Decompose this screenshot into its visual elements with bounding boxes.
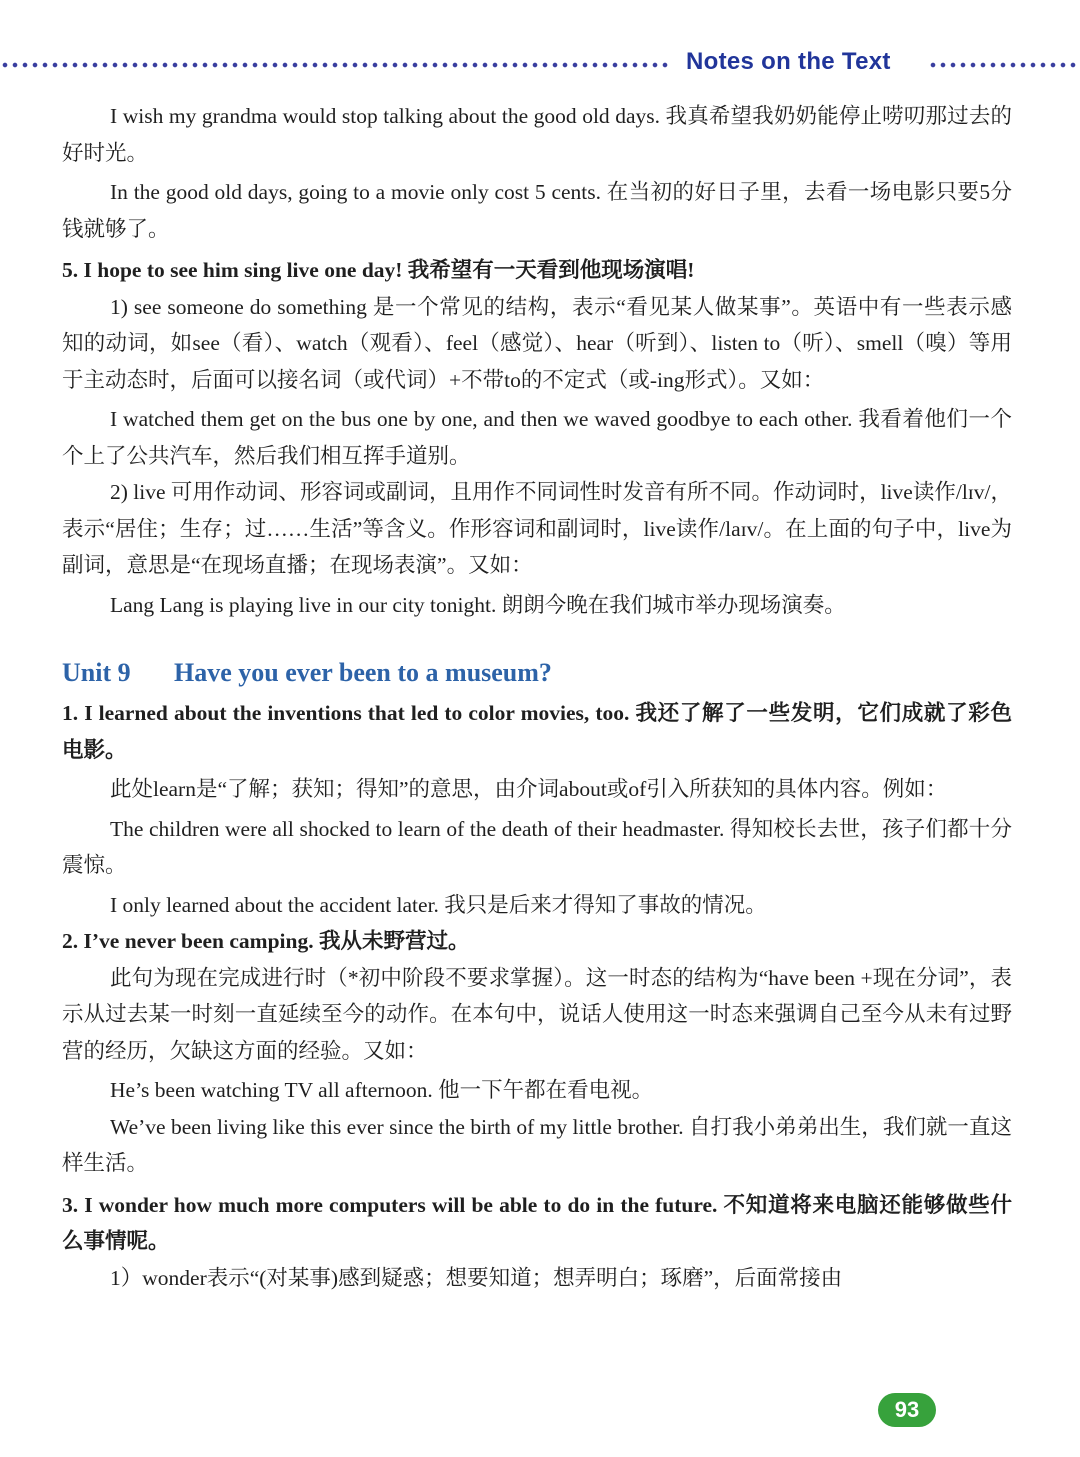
explanation-paragraph: 1）wonder表示“(对某事)感到疑惑；想要知道；想弄明白；琢磨”，后面常接由	[110, 1265, 843, 1290]
explanation-paragraph: 此句为现在完成进行时（*初中阶段不要求掌握）。这一时态的结构为“have been +现在分词”，表示从过去某一时刻一直延续至今的动作。在本句中，说话人使用这一时态来强调自己至今从未有过野营的经历，欠缺这方面的经验。又如：	[62, 965, 1012, 1063]
page-body	[62, 98, 1012, 1296]
example-sentence: I watched them get on the bus one by one, and then we waved goodbye to each other. 我看着他们一个个上了公共汽车，然后我们相互挥手道别。	[62, 407, 1012, 468]
unit-number: Unit 9	[62, 658, 131, 687]
example-sentence: The children were all shocked to learn of the death of their headmaster. 得知校长去世，孩子们都十分震惊。	[62, 816, 1012, 877]
explanation-paragraph: 1) see someone do something 是一个常见的结构，表示“看见某人做某事”。英语中有一些表示感知的动词，如see（看）、watch（观看）、feel（感觉）、hear（听到）、listen to（听）、smell（嗅）等用于主动态时，后面可以接名词（或代词）+不带to的不定式（或-ing形式）。又如：	[62, 294, 1012, 392]
example-sentence: I only learned about the accident later. 我只是后来才得知了事故的情况。	[110, 892, 767, 917]
explanation-paragraph: 2) live 可用作动词、形容词或副词，且用作不同词性时发音有所不同。作动词时，live读作/lɪv/，表示“居住；生存；过……生活”等含义。作形容词和副词时，live读作/laɪv/。在上面的句子中，live为副词，意思是“在现场直播；在现场表演”。又如：	[62, 480, 1012, 577]
unit-title: Have you ever been to a museum?	[174, 658, 552, 687]
page-number-badge: 93	[878, 1393, 936, 1427]
note-heading-2: 2. I’ve never been camping. 我从未野营过。	[62, 929, 470, 953]
note-heading-1: 1. I learned about the inventions that led to color movies, too. 我还了解了一些发明，它们成就了彩色电影。	[62, 701, 1012, 762]
running-header	[0, 44, 1080, 88]
unit-heading	[62, 653, 1012, 693]
example-sentence: Lang Lang is playing live in our city tonight. 朗朗今晚在我们城市举办现场演奏。	[110, 592, 846, 617]
example-sentence: He’s been watching TV all afternoon. 他一下午都在看电视。	[110, 1078, 654, 1102]
header-dot-rule-right	[928, 60, 1080, 70]
example-sentence: I wish my grandma would stop talking about the good old days. 我真希望我奶奶能停止唠叨那过去的好时光。	[62, 104, 1012, 165]
note-heading-5: 5. I hope to see him sing live one day! 我希望有一天看到他现场演唱!	[62, 258, 695, 282]
example-sentence: In the good old days, going to a movie only cost 5 cents. 在当初的好日子里，去看一场电影只要5分钱就够了。	[62, 180, 1012, 241]
explanation-paragraph: 此处learn是“了解；获知；得知”的意思，由介词about或of引入所获知的具体内容。例如：	[110, 777, 948, 801]
header-dot-rule-left	[0, 60, 672, 70]
note-heading-3: 3. I wonder how much more computers will be able to do in the future. 不知道将来电脑还能够做些什么事情呢。	[62, 1192, 1012, 1253]
header-title: Notes on the Text	[686, 48, 891, 75]
example-sentence: We’ve been living like this ever since the birth of my little brother. 自打我小弟弟出生，我们就一直这样生活。	[62, 1114, 1012, 1175]
